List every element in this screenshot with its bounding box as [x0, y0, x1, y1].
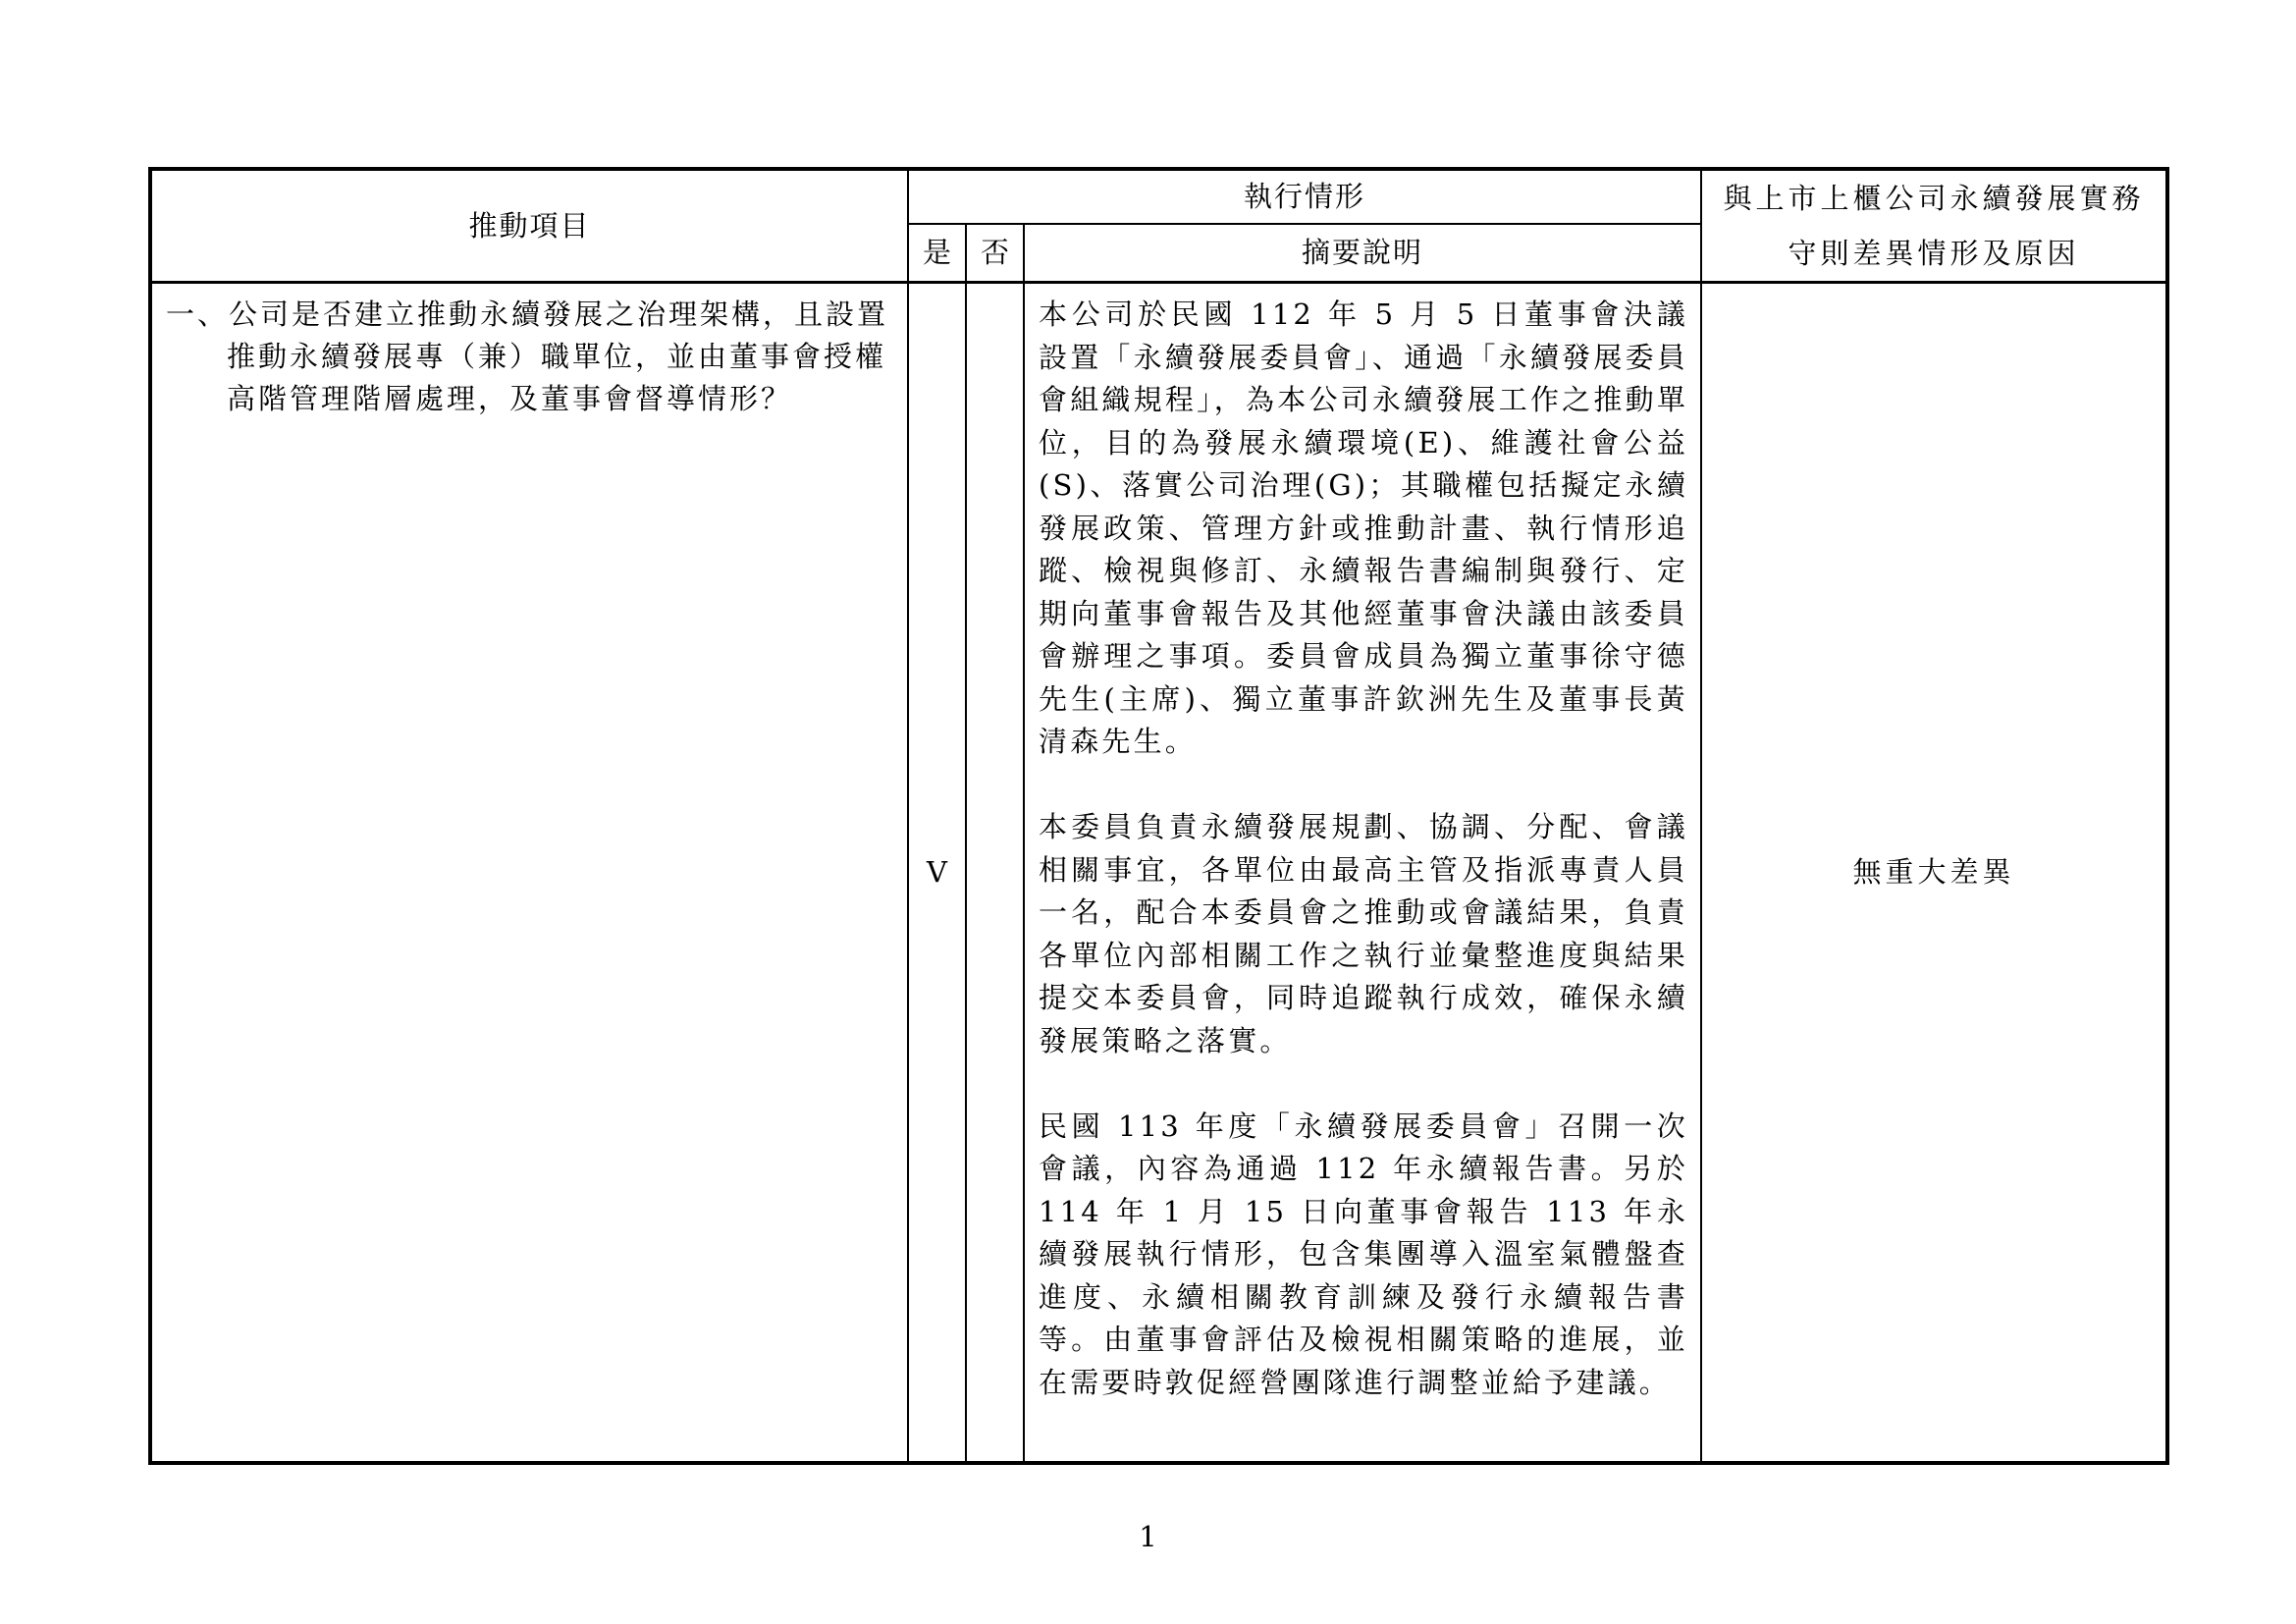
difference-text: 無重大差異 [1852, 855, 2015, 889]
header-execution [908, 169, 1701, 224]
header-no [966, 224, 1024, 283]
header-yes [908, 224, 966, 283]
header-summary [1024, 224, 1701, 283]
summary-paragraph-2: 本委員負責永續發展規劃、協調、分配、會議相關事宜，各單位由最高主管及指派專責人員一名，配合本委員會之推動或會議結果，負責各單位內部相關工作之執行並彙整進度與結果提交本委員會，同時追蹤執行成效，確保永續發展策略之落實。 [1039, 810, 1689, 1057]
header-item [150, 169, 908, 283]
header-yes-label: 是 [922, 235, 951, 269]
header-no-label: 否 [980, 235, 1009, 269]
summary-paragraph-3: 民國 113 年度「永續發展委員會」召開一次會議，內容為通過 112 年永續報告書。另於 114 年 1 月 15 日向董事會報告 113 年永續發展執行情形，包含集團導入溫室氣體盤查進度、永續相關教育訓練及發行永續報告書等。由董事會評估及檢視相關策略的進展，並在需要時敦促經營團隊進行調整並給予建議。 [1039, 1109, 1689, 1399]
yes-cell [908, 283, 966, 1464]
summary-cell [1024, 283, 1701, 1464]
sustainability-governance-table [148, 167, 2169, 1465]
yes-mark: V [927, 855, 947, 889]
summary-paragraph-1: 本公司於民國 112 年 5 月 5 日董事會決議設置「永續發展委員會」、通過「永續發展委員會組織規程」，為本公司永續發展工作之推動單位，目的為發展永續環境(E)、維護社會公益(S)、落實公司治理(G)；其職權包括擬定永續發展政策、管理方針或推動計畫、執行情形追蹤、檢視與修訂、永續報告書編制與發行、定期向董事會報告及其他經董事會決議由該委員會辦理之事項。委員會成員為獨立董事徐守德先生(主席)、獨立董事許欽洲先生及董事長黃清森先生。 [1039, 298, 1689, 758]
header-summary-label: 摘要說明 [1302, 235, 1424, 269]
item-cell [150, 283, 908, 1464]
page-number: 1 [1139, 1520, 1157, 1553]
header-difference [1701, 169, 2167, 283]
difference-cell [1701, 283, 2167, 1464]
table-row [150, 283, 2167, 1464]
no-cell [966, 283, 1024, 1464]
header-execution-label: 執行情形 [1244, 179, 1366, 213]
header-row-1 [150, 169, 2167, 224]
item-text: 一、公司是否建立推動永續發展之治理架構，且設置推動永續發展專（兼）職單位，並由董事會授權高階管理階層處理，及董事會督導情形？ [166, 298, 889, 415]
header-item-label: 推動項目 [468, 208, 591, 243]
header-difference-label: 與上市上櫃公司永續發展實務守則差異情形及原因 [1723, 182, 2145, 270]
